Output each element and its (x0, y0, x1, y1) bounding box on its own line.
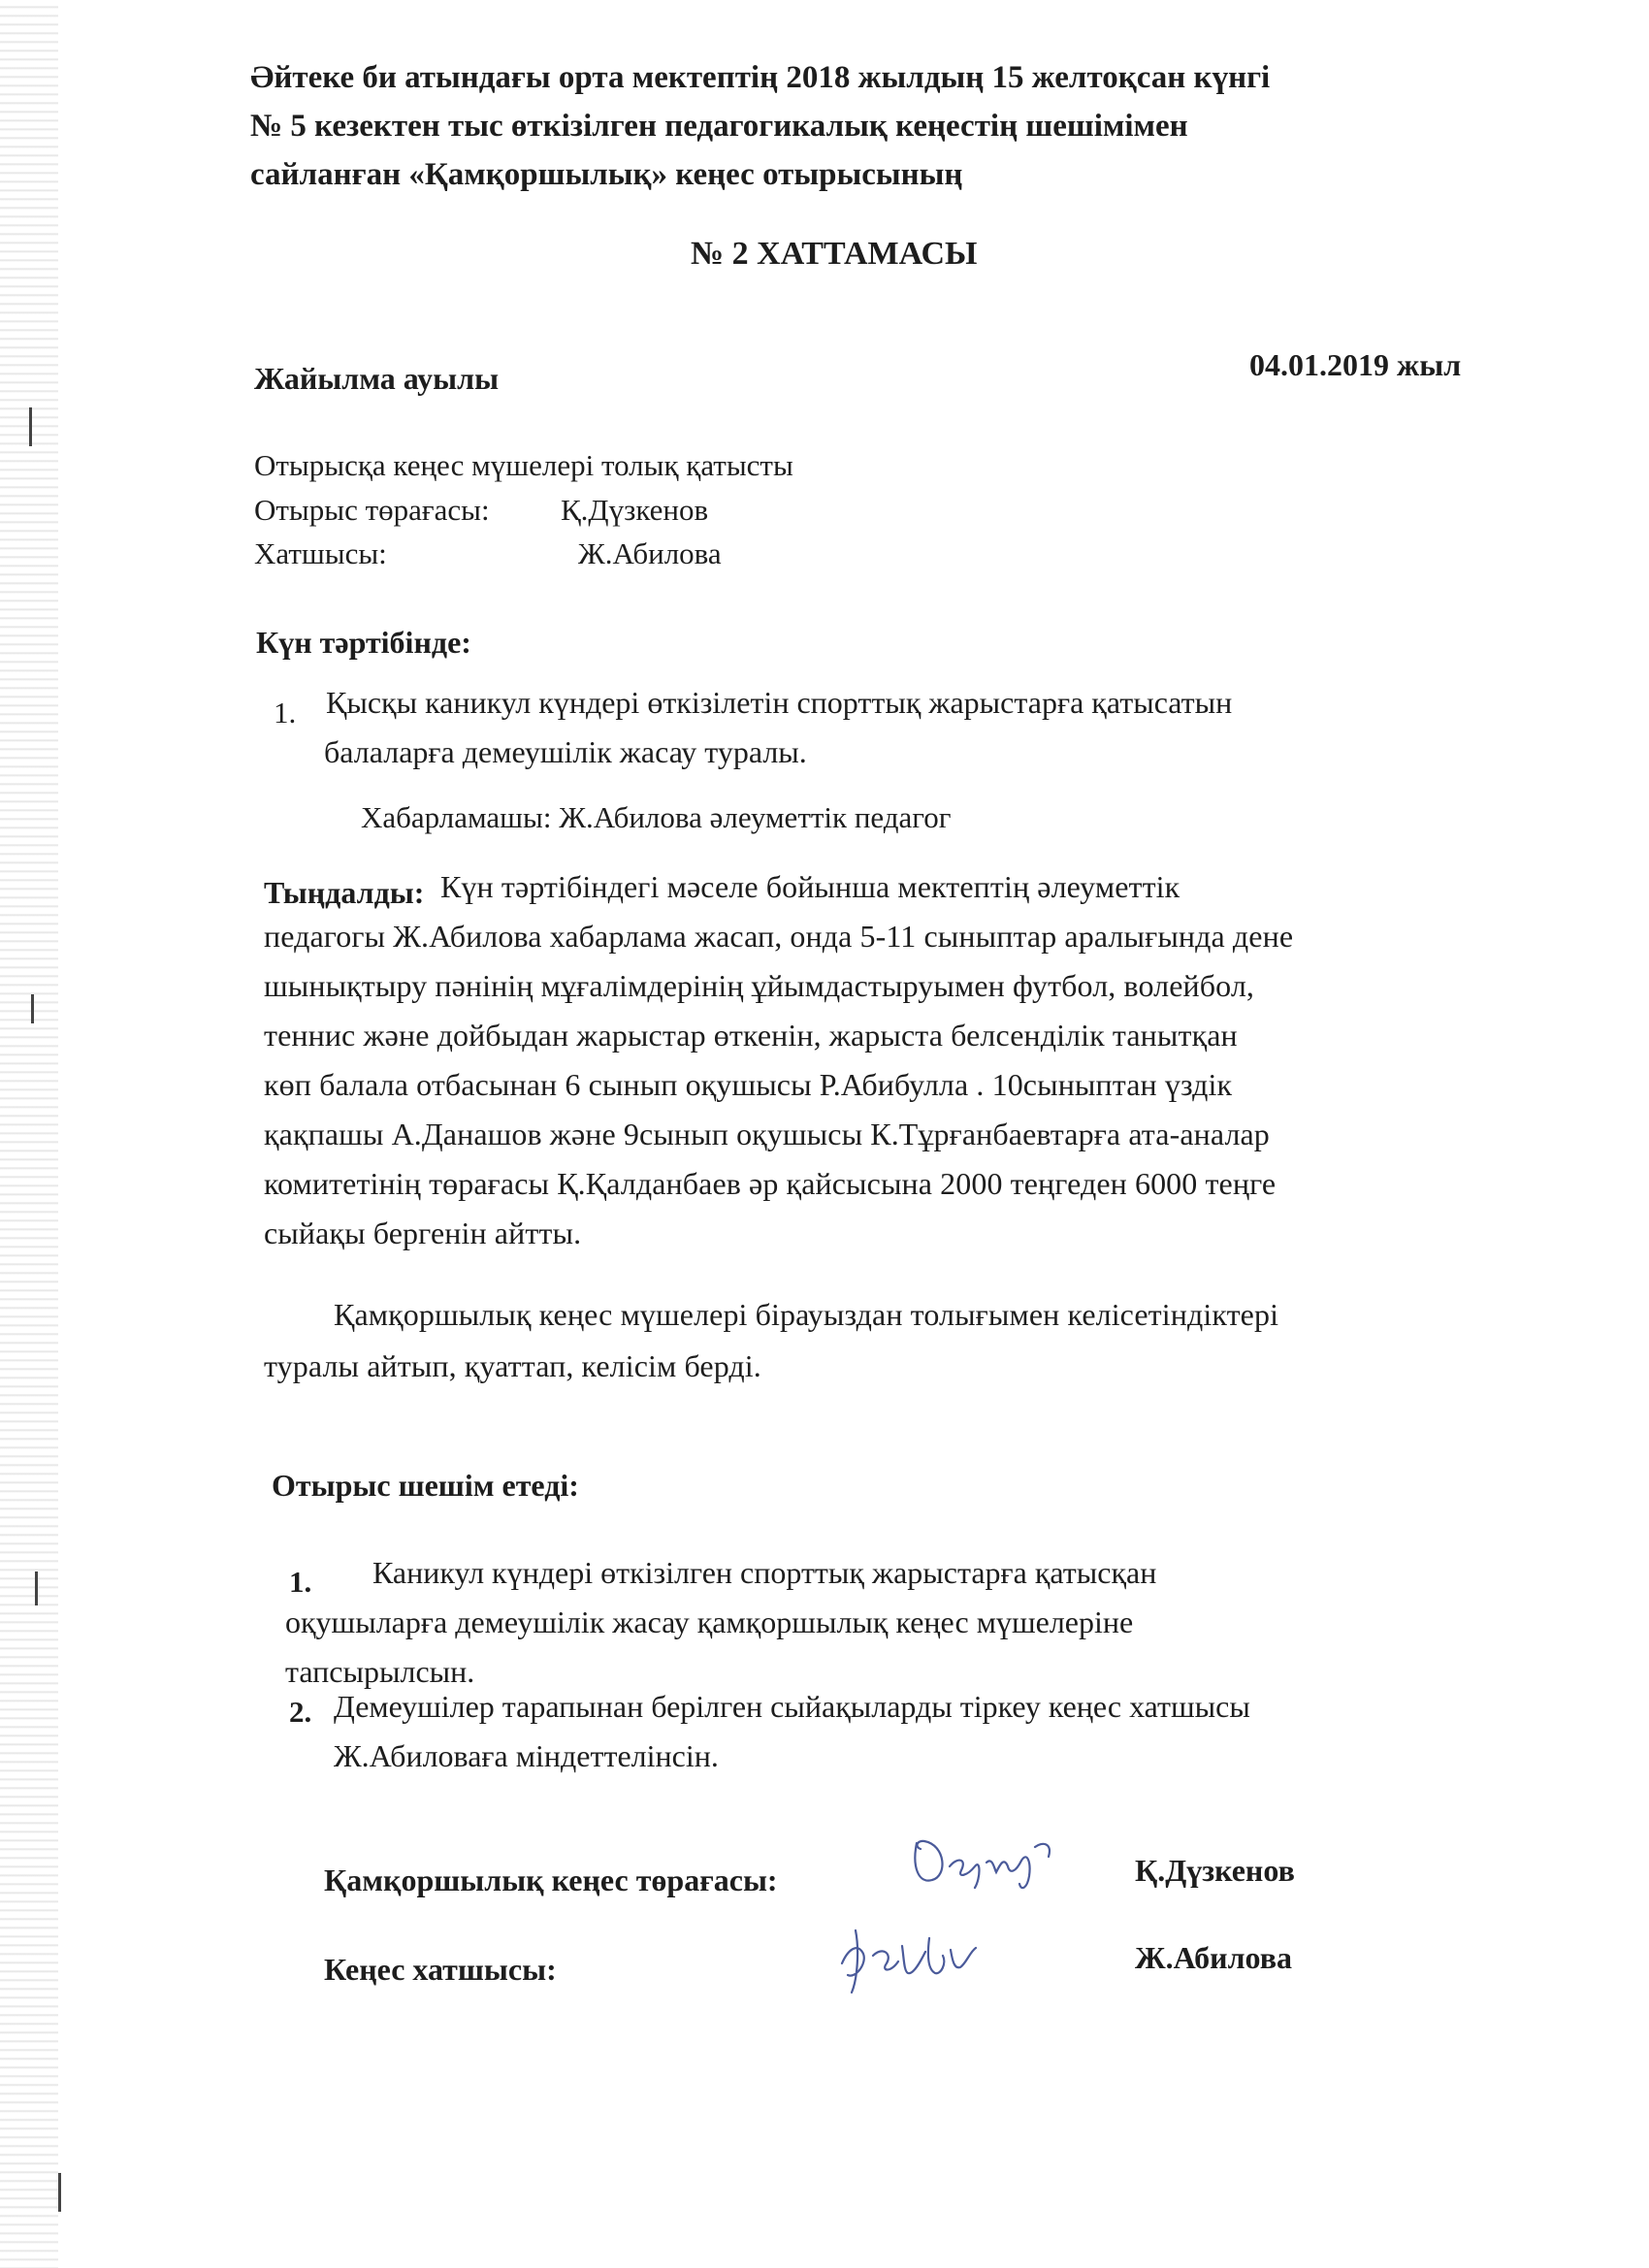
header-line-3: сайланған «Қамқоршылық» кеңес отырысының (250, 157, 963, 192)
heard-line-1: Күн тәртібіндегі мәселе бойынша мектептің әлеуметтік (440, 869, 1180, 904)
protocol-title: № 2 ХАТТАМАСЫ (691, 236, 978, 272)
heard-line-4: теннис және дойбыдан жарыстар өткенін, жарыста белсенділік танытқан (264, 1018, 1238, 1053)
decision-item-1-line-3: тапсырылсын. (285, 1654, 475, 1689)
chair-name: Қ.Дүзкенов (561, 493, 709, 527)
signature-secretary-name: Ж.Абилова (1135, 1940, 1292, 1975)
agenda-heading: Күн тәртібінде: (256, 625, 471, 660)
scan-mark (35, 1571, 38, 1605)
heard-line-3: шынықтыру пәнінің мұғалімдерінің ұйымдастыруымен футбол, волейбол, (264, 968, 1254, 1003)
chair-label: Отырыс төрағасы: (254, 493, 490, 527)
heard-line-6: қақпашы А.Данашов және 9сынып оқушысы К.Тұрғанбаевтарға ата-аналар (264, 1117, 1270, 1151)
speaker: Хабарламашы: Ж.Абилова әлеуметтік педагог (361, 800, 952, 834)
secretary-name: Ж.Абилова (578, 536, 722, 570)
decision-item-1-number: 1. (289, 1565, 312, 1599)
scan-mark (58, 2173, 61, 2212)
header-line-1: Әйтеке би атындағы орта мектептің 2018 жылдың 15 желтоқсан күнгі (250, 60, 1271, 95)
agenda-item-number: 1. (274, 696, 297, 729)
chair-signature (907, 1824, 1082, 1901)
heard-line-2: педагогы Ж.Абилова хабарлама жасап, онда 5-11 сыныптар аралығында дене (264, 919, 1294, 954)
signature-secretary-label: Кеңес хатшысы: (324, 1952, 557, 1987)
heard-line-7: комитетінің төрағасы Қ.Қалданбаев әр қайсысына 2000 теңгеден 6000 теңге (264, 1166, 1277, 1201)
scan-mark (31, 994, 34, 1023)
heard-line-8: сыйақы бергенін айтты. (264, 1215, 582, 1250)
place: Жайылма ауылы (254, 361, 500, 396)
scan-mark (29, 407, 32, 446)
decision-item-1-line-2: оқушыларға демеушілік жасау қамқоршылық кеңес мүшелеріне (285, 1604, 1134, 1639)
decision-item-1-line-1: Каникул күндері өткізілген спорттық жарыстарға қатысқан (372, 1555, 1157, 1590)
header-line-2: № 5 кезектен тыс өткізілген педагогикалық кеңестің шешімімен (250, 109, 1188, 144)
date: 04.01.2019 жыл (1249, 347, 1462, 382)
heard-label: Тыңдалды: (264, 875, 425, 910)
decision-heading: Отырыс шешім етеді: (272, 1468, 579, 1503)
signature-chair-label: Қамқоршылық кеңес төрағасы: (324, 1863, 778, 1897)
decision-item-2-number: 2. (289, 1695, 312, 1729)
agreement-line-2: туралы айтып, қуаттап, келісім берді. (264, 1348, 761, 1383)
agreement-line-1: Қамқоршылық кеңес мүшелері бірауыздан толығымен келісетіндіктері (334, 1297, 1279, 1332)
decision-item-2-line-2: Ж.Абиловаға міндеттелінсін. (334, 1738, 719, 1773)
agenda-item-line-1: Қысқы каникул күндері өткізілетін спорттық жарыстарға қатысатын (326, 685, 1233, 720)
secretary-label: Хатшысы: (254, 536, 387, 570)
signature-chair-name: Қ.Дүзкенов (1135, 1853, 1295, 1888)
scan-edge-artifact (0, 0, 58, 2268)
secretary-signature (834, 1921, 1009, 1998)
agenda-item-line-2: балаларға демеушілік жасау туралы. (324, 734, 807, 769)
attendance-line: Отырысқа кеңес мүшелері толық қатысты (254, 448, 793, 482)
heard-line-5: көп балала отбасынан 6 сынып оқушысы Р.Абибулла . 10сыныптан үздік (264, 1067, 1233, 1102)
decision-item-2-line-1: Демеушілер тарапынан берілген сыйақыларды тіркеу кеңес хатшысы (334, 1689, 1250, 1724)
